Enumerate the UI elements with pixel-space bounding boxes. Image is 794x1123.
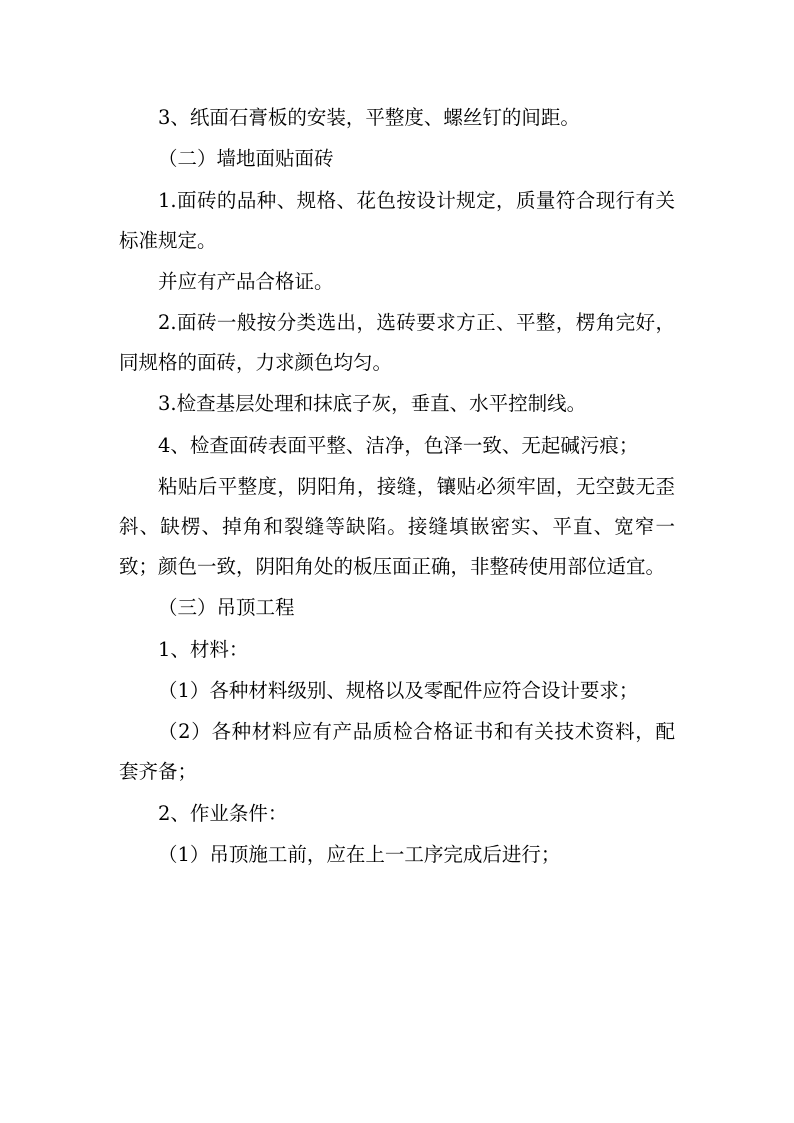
paragraph: 3.检查基层处理和抹底子灰，垂直、水平控制线。 [158, 392, 587, 416]
paragraph: 1.面砖的品种、规格、花色按设计规定，质量符合现行有关标准规定。 [119, 188, 675, 252]
paragraph: 并应有产品合格证。 [158, 269, 334, 293]
paragraph: 1、材料： [158, 637, 249, 661]
section-heading: （二）墙地面贴面砖 [158, 147, 334, 171]
paragraph: （1）各种材料级别、规格以及零配件应符合设计要求； [158, 678, 639, 702]
paragraph: （1）吊顶施工前，应在上一工序完成后进行； [158, 842, 561, 866]
paragraph: （2）各种材料应有产品质检合格证书和有关技术资料，配套齐备； [119, 720, 675, 784]
section-heading: （三）吊顶工程 [158, 596, 295, 620]
paragraph: 3、纸面石膏板的安装，平整度、螺丝钉的间距。 [158, 106, 580, 129]
paragraph: 粘贴后平整度，阴阳角，接缝，镶贴必须牢固，无空鼓无歪斜、缺楞、掉角和裂缝等缺陷。接缝填嵌密实、平直、宽窄一致；颜色一致，阴阳角处的板压面正确，非整砖使用部位适宜。 [119, 475, 675, 579]
paragraph: 2、作业条件： [158, 801, 288, 825]
document-body [119, 98, 675, 876]
paragraph: 4、检查面砖表面平整、洁净，色泽一致、无起碱污痕； [158, 433, 639, 457]
paragraph: 2.面砖一般按分类选出，选砖要求方正、平整，楞角完好，同规格的面砖，力求颜色均匀。 [119, 311, 675, 375]
